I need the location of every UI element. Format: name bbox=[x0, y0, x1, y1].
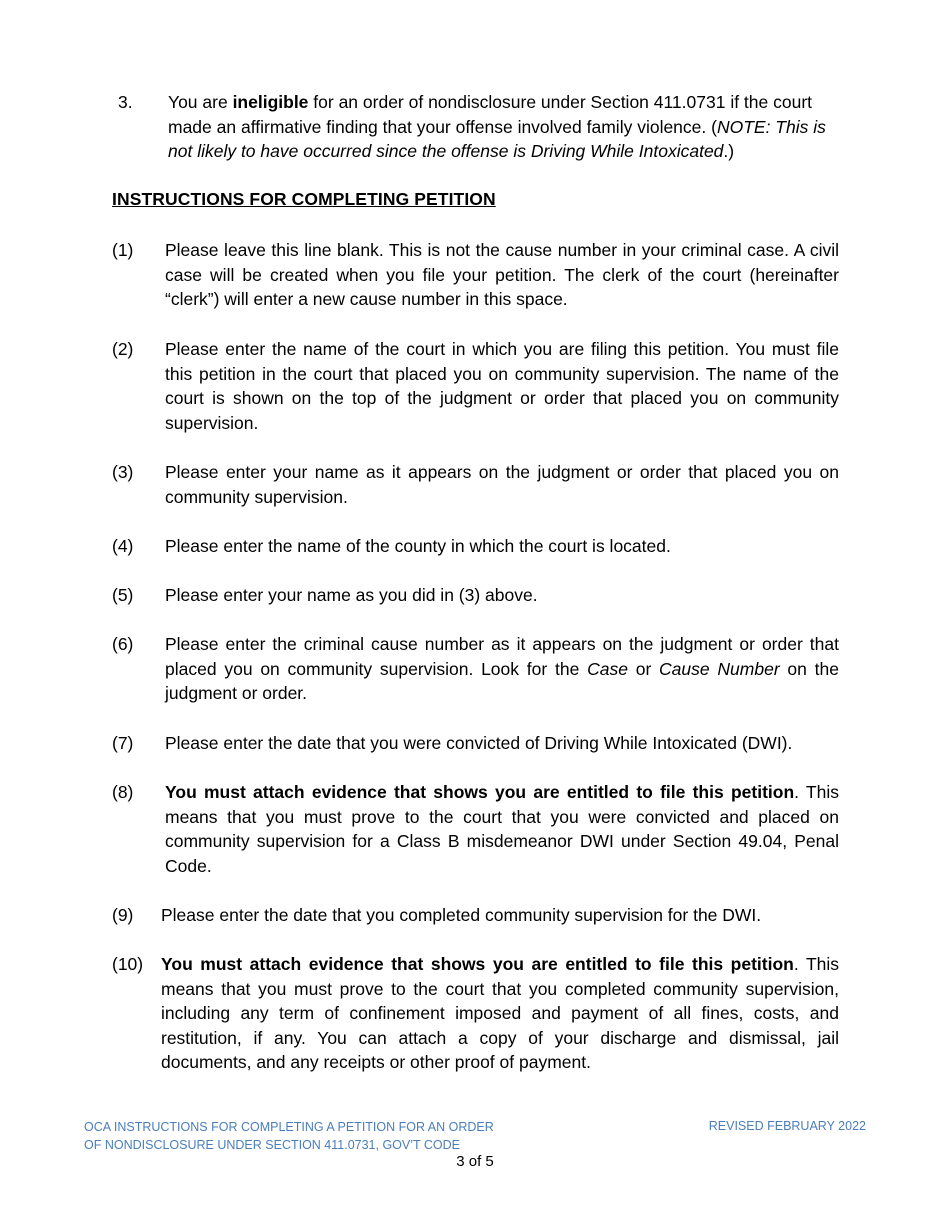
instruction-number: (7) bbox=[112, 733, 134, 753]
instruction-text: Please enter your name as it appears on the judgment or order that placed you on community supervision. bbox=[165, 462, 839, 507]
instruction-number: (1) bbox=[112, 240, 134, 260]
instruction-text: Please enter the criminal cause number as it appears on the judgment or order that placed you on community supervision. Look for the Case or Cause Number on the judgment or order. bbox=[165, 634, 839, 703]
instruction-6 bbox=[112, 632, 839, 706]
instruction-text: Please enter the date that you completed community supervision for the DWI. bbox=[161, 905, 762, 925]
note-italic: NOTE: This is not likely to have occurred since the offense is Driving While Intoxicated bbox=[168, 116, 826, 161]
footer-revision-date: REVISED FEBRUARY 2022 bbox=[708, 1119, 866, 1133]
instruction-10 bbox=[112, 952, 839, 1075]
instruction-text: Please leave this line blank. This is not the cause number in your criminal case. A civil case will be created when you file your petition. The clerk of the court (hereinafter “clerk”) will enter a new cause number in this space. bbox=[165, 240, 839, 309]
instruction-text: Please enter the name of the court in which you are filing this petition. You must file this petition in the court that placed you on community supervision. The name of the court is shown on the top of the judgment or order that placed you on community supervision. bbox=[165, 339, 839, 433]
instruction-3 bbox=[112, 460, 839, 509]
instruction-2 bbox=[112, 337, 839, 435]
instruction-number: (6) bbox=[112, 634, 134, 654]
emphasis-ineligible: ineligible bbox=[232, 92, 309, 112]
instruction-number: (10) bbox=[112, 954, 144, 974]
instruction-number: (8) bbox=[112, 782, 134, 802]
instruction-9 bbox=[112, 903, 839, 928]
instruction-text: You must attach evidence that shows you are entitled to file this petition. This means that you must prove to the court that you were convicted and placed on community supervision for a Class B misdemeanor DWI under Section 49.04, Penal Code. bbox=[165, 782, 839, 876]
instruction-4 bbox=[112, 534, 839, 559]
instruction-8 bbox=[112, 780, 839, 878]
term-case: Case bbox=[587, 658, 628, 679]
page-number: 3 of 5 bbox=[456, 1153, 494, 1170]
instruction-1 bbox=[112, 238, 839, 312]
instruction-text: You must attach evidence that shows you are entitled to file this petition. This means that you must prove to the court that you completed community supervision, including any term of confinement imposed and payment of all fines, costs, and restitution, if any. You can attach a copy of your discharge and dismissal, jail documents, and any receipts or other proof of payment. bbox=[161, 954, 839, 1072]
section-heading: INSTRUCTIONS FOR COMPLETING PETITION bbox=[112, 189, 496, 209]
evidence-emphasis: You must attach evidence that shows you are entitled to file this petition bbox=[165, 782, 795, 802]
instruction-number: (5) bbox=[112, 585, 134, 605]
item-number: 3. bbox=[118, 92, 133, 112]
footer-form-title: OCA INSTRUCTIONS FOR COMPLETING A PETITION FOR AN ORDER OF NONDISCLOSURE UNDER SECTION 411.0731, GOV’T CODE bbox=[84, 1120, 494, 1152]
instruction-text: Please enter the name of the county in which the court is located. bbox=[165, 536, 671, 556]
instruction-number: (2) bbox=[112, 339, 134, 359]
instruction-5 bbox=[112, 583, 839, 608]
instruction-text: Please enter the date that you were convicted of Driving While Intoxicated (DWI). bbox=[165, 733, 793, 753]
eligibility-item-3 bbox=[118, 90, 840, 164]
term-cause-number: Cause Number bbox=[659, 658, 780, 679]
evidence-emphasis: You must attach evidence that shows you are entitled to file this petition bbox=[161, 954, 794, 974]
instruction-text: Please enter your name as you did in (3) above. bbox=[165, 585, 538, 605]
item-text: You are ineligible for an order of nondisclosure under Section 411.0731 if the court made an affirmative finding that your offense involved family violence. (NOTE: This is not likely to have occurred since the offense is Driving While Intoxicated.) bbox=[168, 92, 826, 161]
instruction-number: (3) bbox=[112, 462, 134, 482]
instruction-number: (9) bbox=[112, 905, 134, 925]
instruction-number: (4) bbox=[112, 536, 134, 556]
instruction-7 bbox=[112, 731, 839, 756]
